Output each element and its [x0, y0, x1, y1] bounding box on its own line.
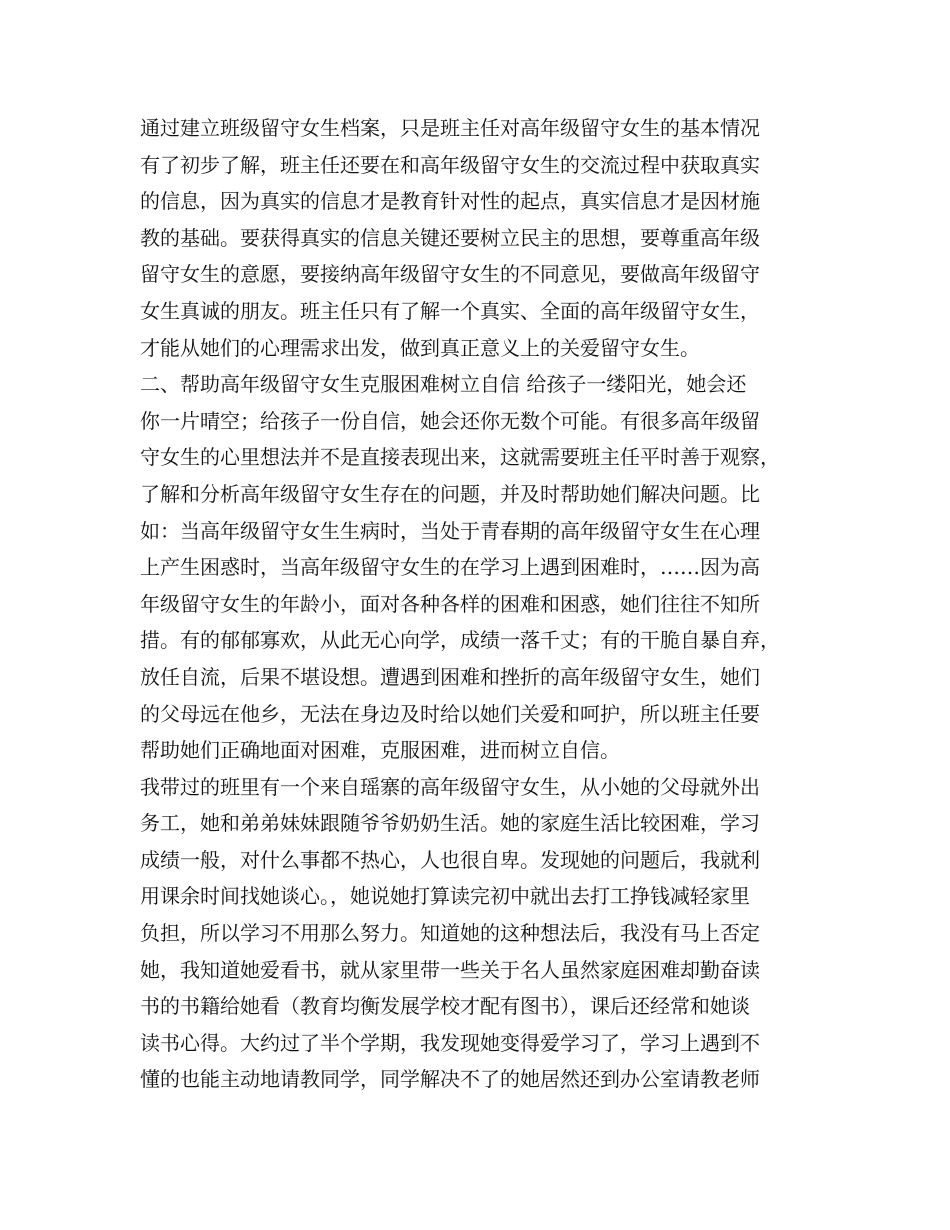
section-heading-line: 二、帮助高年级留守女生克服困难树立自信 给孩子一缕阳光，她会还: [140, 372, 747, 397]
text-line: 的信息，因为真实的信息才是教育针对性的起点，真实信息才是因材施: [140, 189, 760, 214]
text-line: 负担，所以学习不用那么努力。知道她的这种想法后，我没有马上否定: [140, 921, 760, 946]
text-line: 懂的也能主动地请教同学，同学解决不了的她居然还到办公室请教老师: [140, 1067, 760, 1092]
text-line: 措。有的郁郁寡欢，从此无心向学，成绩一落千丈；有的干脆自暴自弃，: [140, 628, 780, 653]
text-line: 教的基础。要获得真实的信息关键还要树立民主的思想，要尊重高年级: [140, 225, 760, 250]
text-line: 有了初步了解，班主任还要在和高年级留守女生的交流过程中获取真实: [140, 152, 760, 177]
text-line: 才能从她们的心理需求出发，做到真正意义上的关爱留守女生。: [140, 335, 700, 360]
text-line: 年级留守女生的年龄小，面对各种各样的困难和困惑，她们往往不知所: [140, 591, 760, 616]
text-line: 务工，她和弟弟妹妹跟随爷爷奶奶生活。她的家庭生活比较困难，学习: [140, 811, 760, 836]
text-line: 守女生的心里想法并不是直接表现出来，这就需要班主任平时善于观察，: [140, 445, 780, 470]
text-line: 放任自流，后果不堪设想。遭遇到困难和挫折的高年级留守女生，她们: [140, 664, 760, 689]
text-line: 通过建立班级留守女生档案，只是班主任对高年级留守女生的基本情况: [140, 116, 760, 140]
text-line: 留守女生的意愿，要接纳高年级留守女生的不同意见，要做高年级留守: [140, 262, 760, 287]
document-body: [140, 110, 840, 1098]
text-line: 书的书籍给她看（教育均衡发展学校才配有图书），课后还经常和她谈: [140, 994, 750, 1019]
text-line: 我带过的班里有一个来自瑶寨的高年级留守女生，从小她的父母就外出: [140, 774, 760, 799]
text-line: 读书心得。大约过了半个学期，我发现她变得爱学习了，学习上遇到不: [140, 1030, 760, 1055]
text-line: 的父母远在他乡，无法在身边及时给以她们关爱和呵护，所以班主任要: [140, 701, 760, 726]
text-line: 了解和分析高年级留守女生存在的问题，并及时帮助她们解决问题。比: [140, 481, 760, 506]
text-line: 女生真诚的朋友。班主任只有了解一个真实、全面的高年级留守女生，: [140, 298, 760, 323]
text-line: 帮助她们正确地面对困难，克服困难，进而树立自信。: [140, 738, 620, 763]
text-line: 上产生困惑时，当高年级留守女生的在学习上遇到困难时，……因为高: [140, 555, 760, 580]
text-line: 成绩一般，对什么事都不热心，人也很自卑。发现她的问题后，我就利: [140, 847, 760, 872]
text-line: 用课余时间找她谈心。，她说她打算读完初中就出去打工挣钱减轻家里: [140, 884, 750, 909]
text-line: 她，我知道她爱看书，就从家里带一些关于名人虽然家庭困难却勤奋读: [140, 957, 760, 982]
text-line: 如：当高年级留守女生生病时，当处于青春期的高年级留守女生在心理: [140, 518, 760, 543]
text-line: 你一片晴空；给孩子一份自信，她会还你无数个可能。有很多高年级留: [140, 408, 760, 433]
